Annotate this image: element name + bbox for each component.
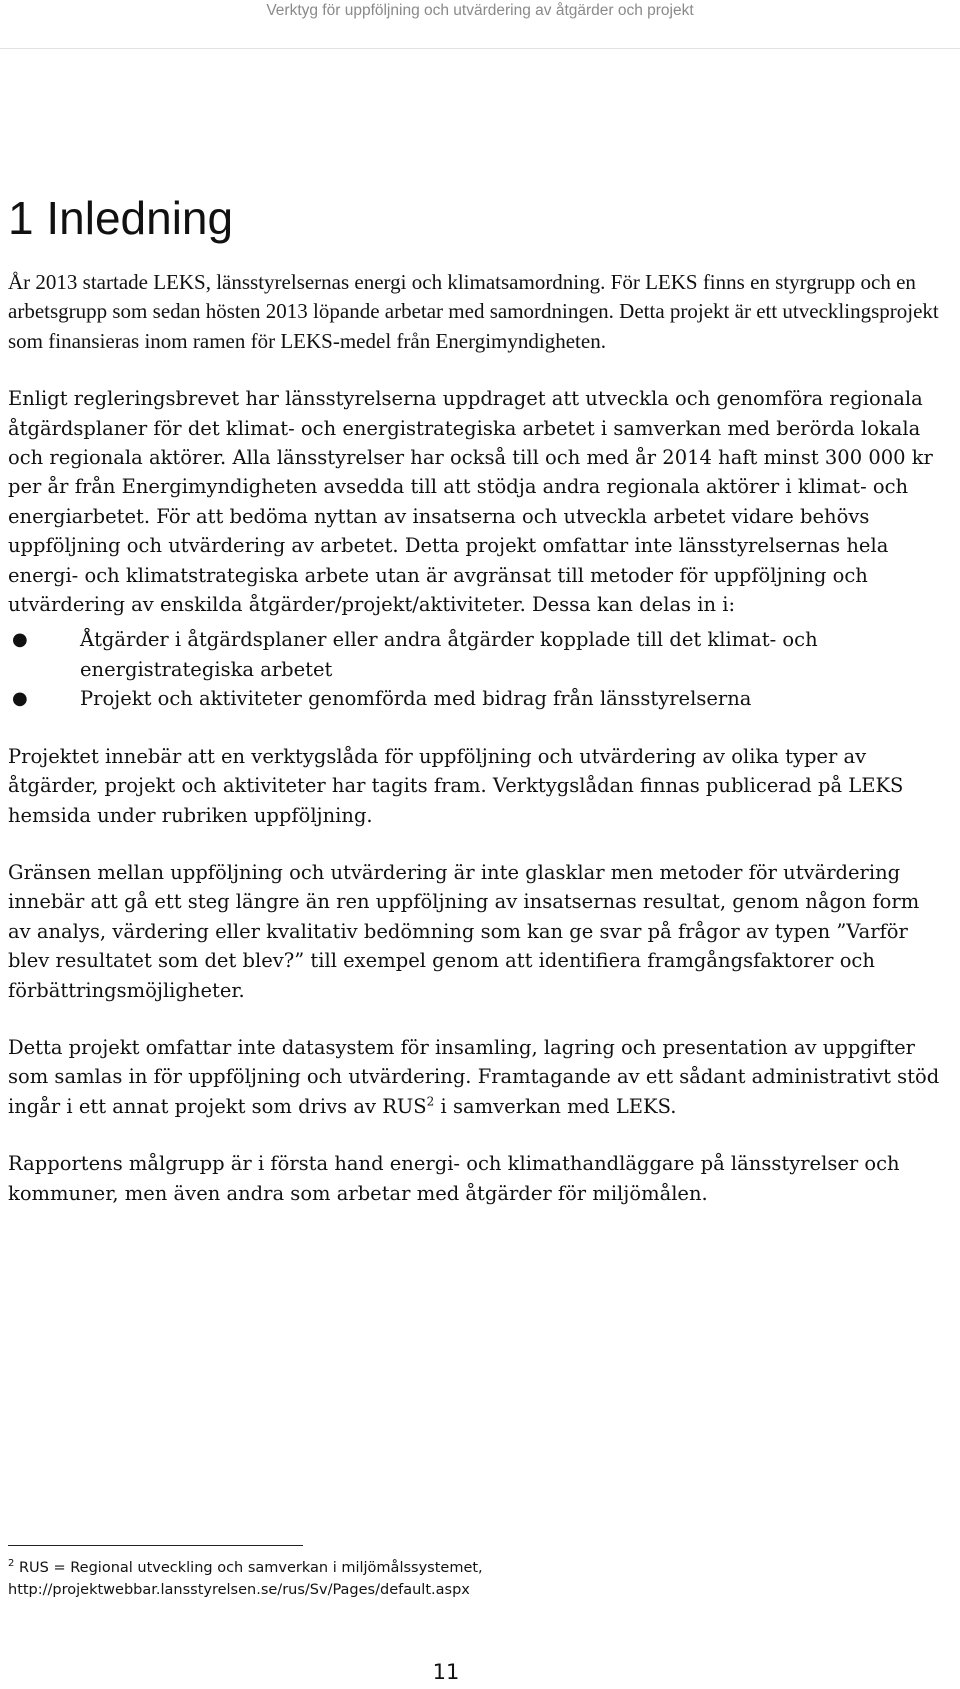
- list-item-text: Projekt och aktiviteter genomförda med bidrag från länsstyrelserna: [80, 687, 752, 711]
- bullet-icon: ●: [12, 688, 28, 710]
- footnote-divider: [8, 1545, 303, 1546]
- paragraph-datasystem: [8, 1033, 946, 1121]
- paragraph-intro: År 2013 startade LEKS, länsstyrelsernas energi och klimatsamordning. För LEKS finns en styrgrupp och en arbetsgrupp som sedan hösten 2013 löpande arbetar med samordningen. Detta projekt är ett utvecklingsprojekt som finansieras inom ramen för LEKS-medel från Energimyndigheten.: [8, 270, 939, 353]
- footnote-reference[interactable]: 2: [426, 1094, 435, 1109]
- body-text: [8, 268, 946, 1236]
- running-header: [0, 0, 960, 49]
- footnote-text: RUS = Regional utveckling och samverkan i miljömålssystemet,: [14, 1560, 483, 1576]
- paragraph-verktygslada: Projektet innebär att en verktygslåda för uppföljning och utvärdering av olika typer av åtgärder, projekt och aktiviteter har tagits fram. Verktygslådan finnas publicerad på LEKS hemsida under rubriken uppföljning.: [8, 744, 904, 827]
- bullet-icon: ●: [12, 629, 28, 651]
- footnote-line: [8, 1557, 908, 1579]
- footnote: [8, 1557, 908, 1601]
- list-item: [8, 625, 946, 684]
- paragraph-malgrupp: Rapportens målgrupp är i första hand energi- och klimathandläggare på länsstyrelser och kommuner, men även andra som arbetar med åtgärder för miljömålen.: [8, 1152, 900, 1205]
- list-item-text: Åtgärder i åtgärdsplaner eller andra åtgärder kopplade till det klimat- och energistrategiska arbetet: [80, 628, 818, 681]
- footnote-marker: 2: [8, 1558, 15, 1570]
- chapter-title: 1 Inledning: [8, 192, 234, 244]
- paragraph-granser: Gränsen mellan uppföljning och utvärdering är inte glasklar men metoder för utvärdering innebär att gå ett steg längre än ren uppföljning av insatsernas resultat, genom någon form av analys, värdering eller kvalitativ bedömning som kan ge svar på frågor av typen ”Varför blev resultatet som det blev?” till exempel genom att identifiera framgångsfaktorer och förbättringsmöjligheter.: [8, 860, 920, 1002]
- footnote-url[interactable]: http://projektwebbar.lansstyrelsen.se/rus/Sv/Pages/default.aspx: [8, 1582, 470, 1598]
- paragraph-datasystem-tail: i samverkan med LEKS.: [434, 1094, 677, 1118]
- running-header-title: Verktyg för uppföljning och utvärdering av åtgärder och projekt: [266, 2, 694, 19]
- list-item: [8, 684, 946, 713]
- page-number: 11: [432, 1660, 460, 1684]
- paragraph-datasystem-text: Detta projekt omfattar inte datasystem för insamling, lagring och presentation av uppgifter som samlas in för uppföljning och utvärdering. Framtagande av ett sådant administrativt stöd ingår i ett annat projekt som drivs av RUS: [8, 1035, 940, 1118]
- bullet-list: [8, 625, 946, 713]
- paragraph-regleringsbrev: Enligt regleringsbrevet har länsstyrelserna uppdraget att utveckla och genomföra regionala åtgärdsplaner för det klimat- och energistrategiska arbetet i samverkan med berörda lokala och regionala aktörer. Alla länsstyrelser har också till och med år 2014 haft minst 300 000 kr per år från Energimyndigheten avsedda till att stödja andra regionala aktörer i klimat- och energiarbetet. För att bedöma nyttan av insatserna och utveckla arbetet vidare behövs uppföljning och utvärdering av arbetet. Detta projekt omfattar inte länsstyrelsernas hela energi- och klimatstrategiska arbete utan är avgränsat till metoder för uppföljning och utvärdering av enskilda åtgärder/projekt/aktiviteter. Dessa kan delas in i:: [8, 387, 933, 617]
